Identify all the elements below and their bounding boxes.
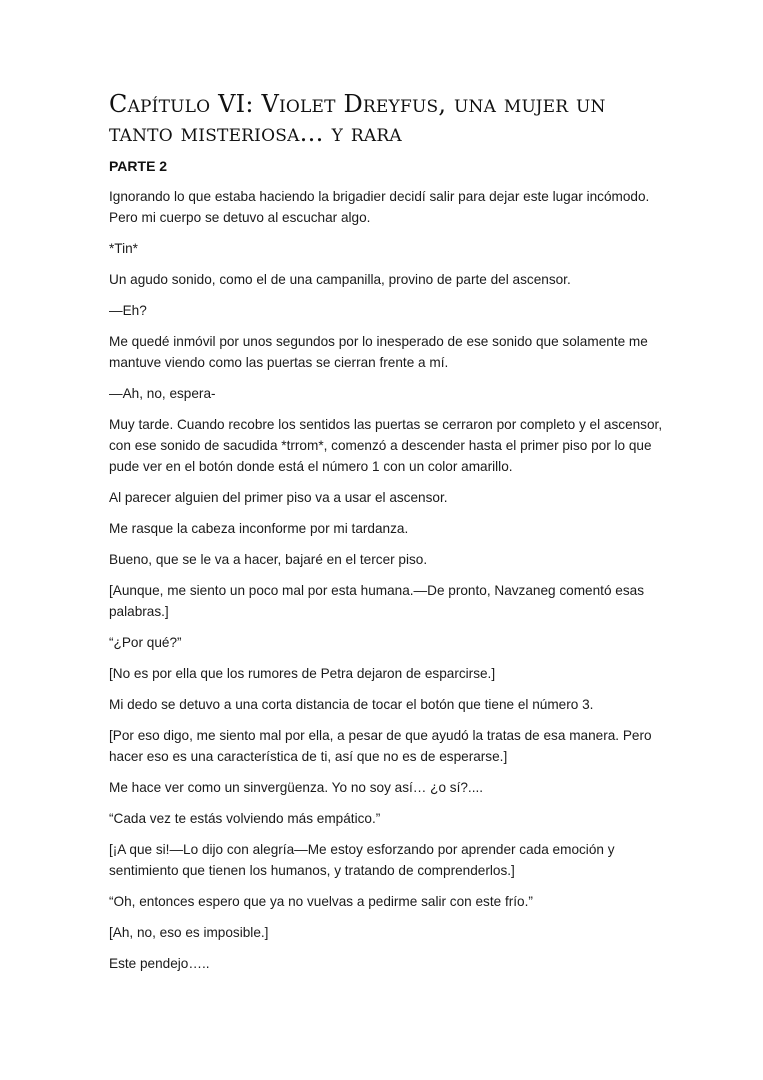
paragraph: Me hace ver como un sinvergüenza. Yo no soy así… ¿o sí?.... [109, 780, 484, 795]
paragraph: [Aunque, me siento un poco mal por esta humana.—De pronto, Navzaneg comentó esas palabras.] [109, 583, 645, 619]
paragraph: —Eh? [109, 303, 147, 318]
paragraph: Ignorando lo que estaba haciendo la brigadier decidí salir para dejar este lugar incómodo. Pero mi cuerpo se detuvo al escuchar algo. [109, 189, 650, 225]
paragraph: Al parecer alguien del primer piso va a usar el ascensor. [109, 490, 448, 505]
paragraph: Muy tarde. Cuando recobre los sentidos las puertas se cerraron por completo y el ascensor, con ese sonido de sacudida *trrom*, comenzó a descender hasta el primer piso por lo que pude ver en el botón donde está el número 1 con un color amarillo. [109, 417, 663, 474]
paragraph: [Por eso digo, me siento mal por ella, a pesar de que ayudó la tratas de esa manera. Pero hacer eso es una característica de ti, así que no es de esperarse.] [109, 728, 652, 764]
paragraph: “¿Por qué?” [109, 635, 182, 650]
paragraph: —Ah, no, espera- [109, 386, 216, 401]
paragraph: Me rasque la cabeza inconforme por mi tardanza. [109, 521, 409, 536]
body-text [109, 186, 664, 984]
paragraph: Un agudo sonido, como el de una campanilla, provino de parte del ascensor. [109, 272, 571, 287]
paragraph: Me quedé inmóvil por unos segundos por lo inesperado de ese sonido que solamente me mantuve viendo como las puertas se cierran frente a mí. [109, 334, 648, 370]
part-heading: PARTE 2 [109, 158, 168, 174]
paragraph: Bueno, que se le va a hacer, bajaré en el tercer piso. [109, 552, 428, 567]
paragraph: “Oh, entonces espero que ya no vuelvas a pedirme salir con este frío.” [109, 894, 533, 909]
paragraph: [No es por ella que los rumores de Petra dejaron de esparcirse.] [109, 666, 496, 681]
paragraph: [¡A que si!—Lo dijo con alegría—Me estoy esforzando por aprender cada emoción y sentimiento que tienen los humanos, y tratando de comprenderlos.] [109, 842, 615, 878]
paragraph: Mi dedo se detuvo a una corta distancia de tocar el botón que tiene el número 3. [109, 697, 594, 712]
chapter-title: Capítulo VI: Violet Dreyfus, una mujer un tanto misteriosa… y rara [109, 90, 606, 147]
paragraph: *Tin* [109, 241, 138, 256]
paragraph: [Ah, no, eso es imposible.] [109, 925, 269, 940]
paragraph: Este pendejo….. [109, 956, 210, 971]
paragraph: “Cada vez te estás volviendo más empático.” [109, 811, 381, 826]
